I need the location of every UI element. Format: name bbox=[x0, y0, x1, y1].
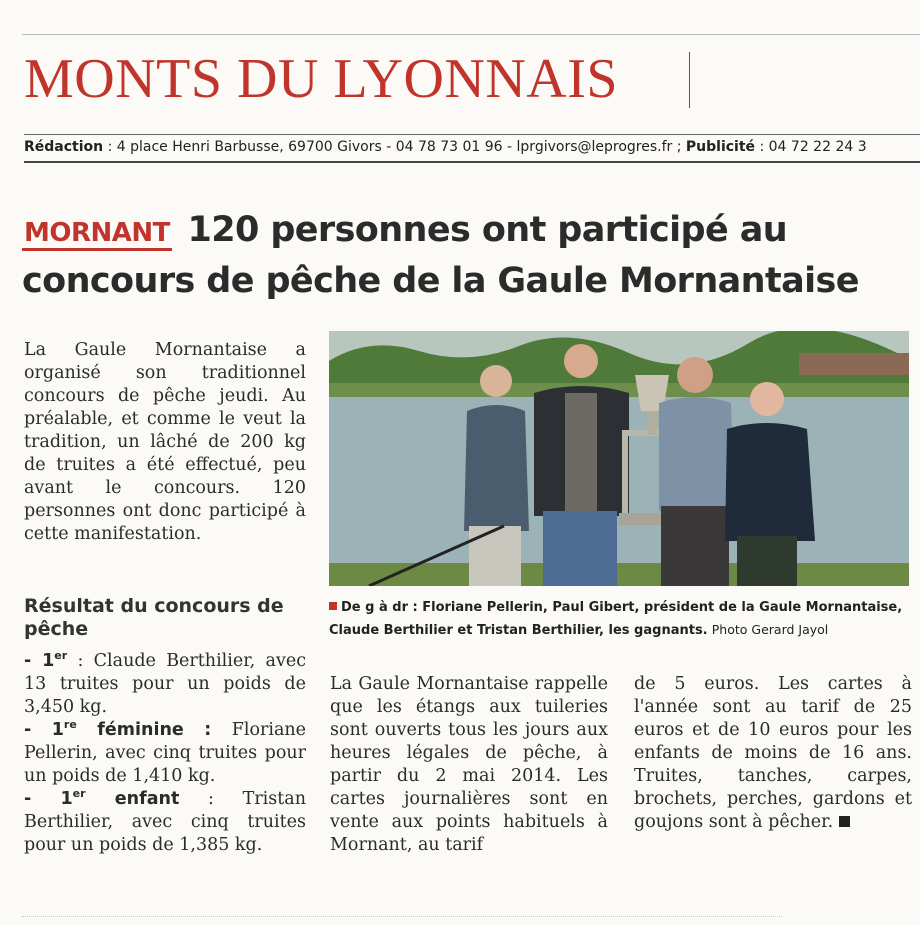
top-rule bbox=[22, 34, 920, 35]
publicite-label: Publicité bbox=[685, 139, 756, 155]
article-kicker: MORNANT bbox=[22, 218, 172, 251]
end-mark-icon bbox=[839, 816, 850, 827]
caption-marker-icon bbox=[329, 602, 337, 610]
results-title: Résultat du concours de pêche bbox=[24, 595, 284, 640]
masthead-title: MONTS DU LYONNAIS bbox=[24, 48, 619, 110]
caption-text: De g à dr : Floriane Pellerin, Paul Gibert, président de la Gaule Mornantaise, Claude Berthilier et Tristan Berthilier, les gagnants. bbox=[329, 600, 903, 638]
article-column-2: La Gaule Mornantaise rappelle que les étangs aux tuileries sont ouverts tous les jours aux heures légales de pêche, à partir du 2 mai 2014. Les cartes journalières sont en vente aux points habituels à Mornant, au tarif bbox=[330, 674, 608, 855]
headline-text: 120 personnes ont participé au concours de pêche de la Gaule Mornantaise bbox=[22, 210, 859, 301]
article-headline bbox=[22, 206, 920, 305]
article-intro: La Gaule Mornantaise a organisé son traditionnel concours de pêche jeudi. Au préalable, et comme le veut la tradition, un lâché de 200 kg de truites a été effectué, peu avant le concours. 120 personnes ont donc participé à cette manifestation. bbox=[24, 340, 306, 544]
article-photo bbox=[329, 331, 909, 586]
result-item: - 1er : Claude Berthilier, avec 13 truites pour un poids de 3,450 kg. bbox=[24, 649, 307, 717]
photo-icon bbox=[329, 331, 909, 586]
bottom-rule bbox=[22, 916, 782, 918]
redaction-line bbox=[24, 134, 920, 163]
photo-caption bbox=[329, 597, 920, 642]
photo-credit: Photo Gerard Jayol bbox=[711, 622, 829, 637]
masthead-divider bbox=[689, 52, 690, 108]
result-item: - 1er enfant : Tristan Berthilier, avec cinq truites pour un poids de 1,385 kg. bbox=[24, 787, 306, 855]
publicite-text: : 04 72 22 24 3 bbox=[755, 139, 867, 155]
results-list bbox=[24, 650, 306, 857]
article-column-3 bbox=[634, 673, 912, 834]
redaction-label: Rédaction bbox=[24, 139, 104, 155]
redaction-text: : 4 place Henri Barbusse, 69700 Givors - 04 78 73 01 96 - lprgivors@leprogres.fr ; bbox=[103, 139, 686, 155]
result-item: - 1re féminine : Floriane Pellerin, avec cinq truites pour un poids de 1,410 kg. bbox=[24, 718, 307, 786]
column-3-text: de 5 euros. Les cartes à l'année sont au tarif de 25 euros et de 10 euros pour les enfants de moins de 16 ans. Truites, tanches, carpes, brochets, perches, gardons et goujons sont à pêcher. bbox=[634, 674, 912, 832]
